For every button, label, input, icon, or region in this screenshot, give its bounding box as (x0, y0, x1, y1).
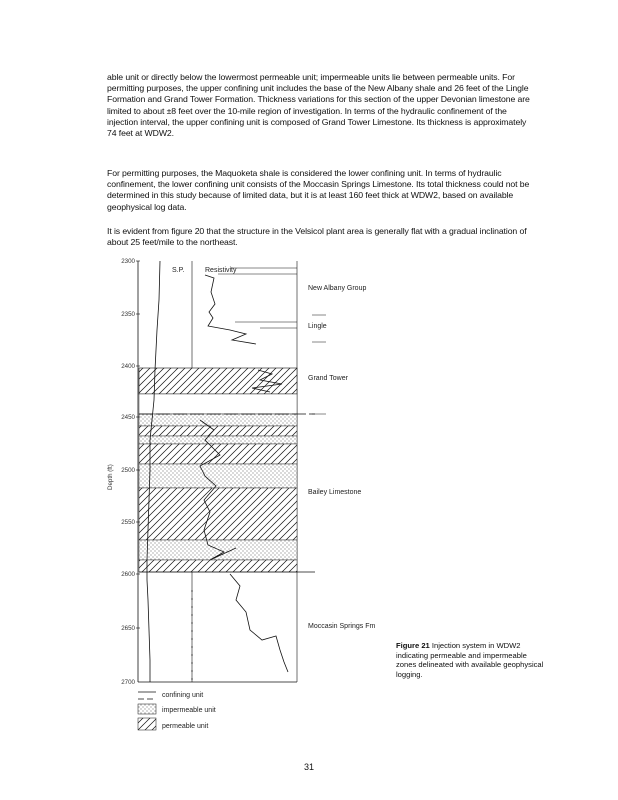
zone-permeable (139, 560, 297, 572)
depth-tick: 2350 (121, 311, 135, 318)
paragraph-confining-upper: able unit or directly below the lowermost permeable unit; impermeable units lie between permeable units. For permitting purposes, the upper confining unit includes the base of the New Albany shale and 26 feet of the Lingle Formation and Grand Tower Formation. Thickness variations for this section of the upper Devonian limestone are limited to about ±8 feet over the 10-mile region of investigation. In terms of the hydraulic confinement of the injection interval, the upper confining unit is composed of Grand Tower Limestone. Its thickness is approximately 74 feet at WDW2. (107, 72, 530, 139)
depth-tick: 2400 (121, 363, 135, 370)
depth-axis-label: Depth (ft) (107, 464, 114, 490)
legend-swatch-permeable (138, 718, 156, 730)
depth-tick: 2500 (121, 467, 135, 474)
page-number: 31 (303, 762, 314, 772)
zone-impermeable (139, 464, 297, 488)
formation-label-bailey: Bailey Limestone (308, 489, 362, 496)
zone-grand-tower-confining (139, 368, 297, 394)
figure-caption (396, 641, 546, 679)
legend-label-confining: confining unit (162, 692, 204, 699)
legend-label-impermeable: impermeable unit (162, 707, 216, 714)
figure-caption-text: Injection system in WDW2 indicating permeable and impermeable zones delineated with available geophysical logging. (396, 641, 544, 679)
paragraph-confining-lower: For permitting purposes, the Maquoketa shale is considered the lower confining unit. In terms of hydraulic confinement, the lower confining unit consists of the Moccasin Springs Limestone. Its total thickness could not be determined in this study because of limited data, but it is at least 160 feet thick at WDW2, based on available geophysical log data. (107, 168, 530, 212)
figure-legend (138, 692, 216, 730)
paragraph-structure: It is evident from figure 20 that the structure in the Velsicol plant area is generally flat with a gradual inclination of about 25 feet/mile to the northeast. (107, 226, 527, 248)
zone-permeable (139, 426, 297, 436)
depth-tick: 2600 (121, 571, 135, 578)
depth-tick: 2300 (121, 258, 135, 265)
zone-permeable (139, 444, 297, 464)
depth-tick: 2550 (121, 519, 135, 526)
resistivity-log-label: Resistivity (205, 267, 237, 274)
depth-tick: 2450 (121, 414, 135, 421)
zone-permeable (139, 394, 297, 414)
formation-label-new-albany: New Albany Group (308, 285, 367, 292)
legend-label-permeable: permeable unit (162, 723, 209, 730)
formation-label-lingle: Lingle (308, 323, 327, 330)
depth-tick: 2700 (121, 679, 135, 686)
zone-impermeable (139, 540, 297, 560)
formation-label-moccasin: Moccasin Springs Fm (308, 623, 376, 630)
zone-impermeable (139, 436, 297, 444)
zone-impermeable (139, 414, 297, 426)
zone-permeable (139, 488, 297, 540)
legend-swatch-impermeable (138, 704, 156, 714)
sp-log-label: S.P. (172, 267, 185, 274)
figure-caption-label: Figure 21 (396, 641, 430, 650)
formation-label-grand-tower: Grand Tower (308, 375, 348, 382)
depth-tick: 2650 (121, 625, 135, 632)
